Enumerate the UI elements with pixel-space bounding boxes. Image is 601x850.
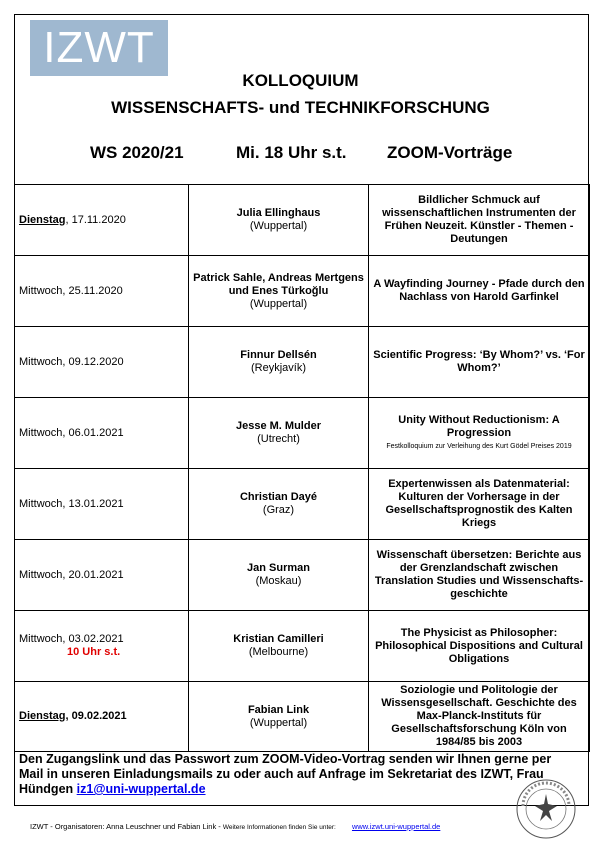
page-title: KOLLOQUIUM (242, 71, 359, 90)
talk-note: Festkolloquium zur Verleihung des Kurt Gödel Preises 2019 (386, 443, 572, 450)
speaker-cell (189, 256, 369, 327)
izwt-logo: IZWT (30, 20, 168, 76)
speaker: Finnur Dellsén (240, 349, 317, 361)
talk-title: Soziologie und Politologie der Wissensgesellschaft. Geschichte des Max-Planck-Instituts für Gesellschaftsforschung Köln von 1984/85 bis 2003 (369, 682, 590, 752)
speaker-cell (189, 682, 369, 752)
speaker-cell (189, 185, 369, 256)
city: (Graz) (262, 504, 295, 516)
date-cell (15, 398, 189, 469)
speaker-cell (189, 540, 369, 611)
table-row (15, 185, 590, 256)
date: , 20.01.2021 (62, 568, 124, 581)
date-cell (15, 327, 189, 398)
speaker: Julia Ellinghaus (236, 207, 321, 219)
semester-label: WS 2020/21 (90, 143, 184, 162)
access-note (19, 752, 579, 797)
speaker-cell (189, 611, 369, 682)
weekday: Mittwoch (19, 426, 63, 439)
date-cell (15, 682, 189, 752)
city: (Reykjavík) (250, 362, 306, 374)
weekday: Mittwoch (19, 355, 63, 368)
speaker-cell (189, 327, 369, 398)
speaker: Fabian Link (247, 703, 310, 716)
date: , 09.12.2020 (62, 355, 124, 368)
speaker-cell (189, 398, 369, 469)
date: , 25.11.2020 (62, 284, 123, 297)
speaker: Patrick Sahle, Andreas Mertgens und Enes Türkoğlu (193, 271, 364, 297)
talk-title: Wissenschaft übersetzen: Berichte aus der Grenzlandschaft zwischen Translation Studies und Wissenschafts-geschichte (369, 540, 590, 611)
date-cell (15, 256, 189, 327)
weekday: Mittwoch (19, 497, 63, 510)
date: , 03.02.2021 (62, 633, 124, 645)
talk-title: A Wayfinding Journey - Pfade durch den Nachlass von Harold Garfinkel (369, 256, 590, 327)
university-seal-icon (515, 778, 577, 840)
talk-title: Expertenwissen als Datenmaterial: Kulturen der Vorhersage in der Gesellschaftsprognostik des Kalten Kriegs (369, 469, 590, 540)
city: (Wuppertal) (249, 297, 308, 310)
footer-info: Weitere Informationen finden Sie unter: (222, 824, 336, 831)
page-subtitle: WISSENSCHAFTS- und TECHNIKFORSCHUNG (111, 98, 490, 117)
time-change: 10 Uhr s.t. (67, 646, 121, 658)
table-row (15, 469, 590, 540)
access-note-text: Den Zugangslink und das Passwort zum ZOOM-Video-Vortrag senden wir Ihnen gerne per Mail in unseren Einladungsmails zu oder auch auf Anfrage im Sekretariat des IZWT, Frau Hündgen (19, 752, 552, 796)
date: , 09.02.2021 (65, 710, 127, 722)
table-row (15, 682, 590, 752)
email-link[interactable]: iz1@uni-wuppertal.de (76, 782, 206, 796)
city: (Wuppertal) (249, 220, 308, 232)
date: , 06.01.2021 (62, 426, 124, 439)
time-label: Mi. 18 Uhr s.t. (236, 143, 347, 162)
date-cell (15, 185, 189, 256)
city: (Wuppertal) (249, 716, 308, 729)
date-cell (15, 469, 189, 540)
date-cell (15, 611, 189, 682)
city: (Melbourne) (248, 646, 309, 658)
weekday: Mittwoch (19, 633, 63, 645)
talk-title: The Physicist as Philosopher: Philosophical Dispositions and Cultural Obligations (369, 611, 590, 682)
table-row (15, 398, 590, 469)
table-row (15, 327, 590, 398)
city: (Utrecht) (257, 433, 300, 445)
city: (Moskau) (255, 575, 302, 587)
speaker: Kristian Camilleri (233, 633, 324, 645)
weekday: Dienstag (19, 710, 66, 722)
talk-title: Scientific Progress: ‘By Whom?’ vs. ‘For Whom?’ (369, 327, 590, 398)
website-link[interactable]: www.izwt.uni-wuppertal.de (351, 822, 441, 831)
talk-title-cell (369, 398, 590, 469)
table-row (15, 540, 590, 611)
speaker: Jan Surman (247, 562, 310, 574)
date-cell (15, 540, 189, 611)
date: , 13.01.2021 (62, 497, 124, 510)
date: , 17.11.2020 (65, 213, 126, 226)
weekday: Mittwoch (19, 284, 63, 297)
table-row (15, 611, 590, 682)
footer-organizers: IZWT - Organisatoren: Anna Leuschner und Fabian Link - (30, 822, 221, 831)
schedule-table (14, 184, 590, 752)
weekday: Dienstag (19, 213, 66, 226)
speaker-cell (189, 469, 369, 540)
table-row (15, 256, 590, 327)
footer (30, 822, 440, 831)
format-label: ZOOM-Vorträge (387, 143, 513, 162)
talk-title: Unity Without Reductionism: A Progression (398, 414, 560, 439)
speaker: Christian Dayé (239, 491, 318, 503)
talk-title: Bildlicher Schmuck auf wissenschaftlichen Instrumenten der Frühen Neuzeit. Künstler - Themen - Deutungen (369, 185, 590, 256)
weekday: Mittwoch (19, 568, 63, 581)
speaker: Jesse M. Mulder (236, 420, 321, 432)
